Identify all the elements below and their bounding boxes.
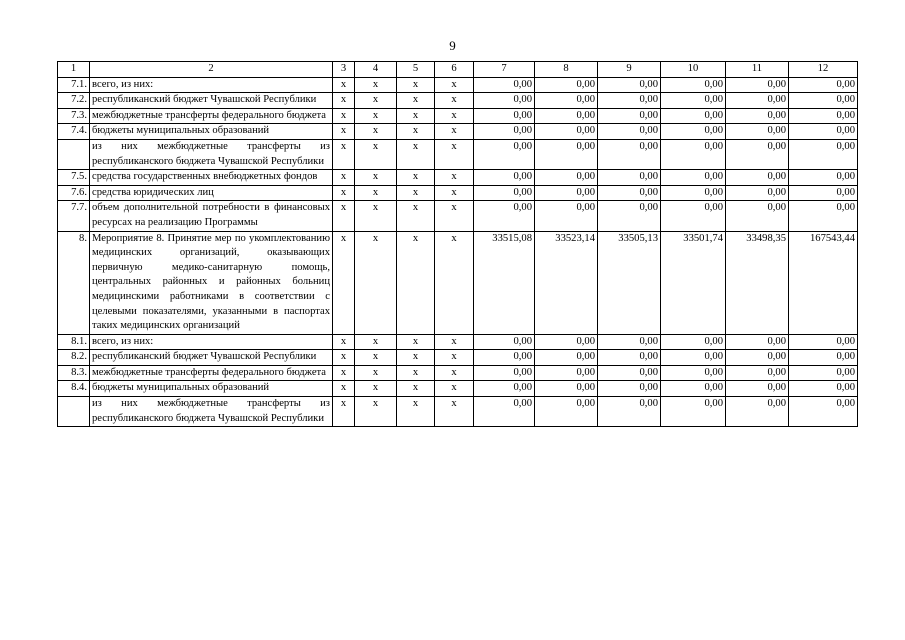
value-10: 0,00 bbox=[661, 93, 726, 109]
value-9: 0,00 bbox=[598, 124, 661, 140]
col-3: x bbox=[333, 381, 355, 397]
col-3: x bbox=[333, 365, 355, 381]
value-11: 0,00 bbox=[726, 185, 789, 201]
row-number: 7.6. bbox=[58, 185, 90, 201]
value-12: 0,00 bbox=[789, 108, 858, 124]
value-9: 0,00 bbox=[598, 93, 661, 109]
col-4: x bbox=[355, 231, 397, 334]
value-9: 0,00 bbox=[598, 170, 661, 186]
col-6: x bbox=[435, 77, 474, 93]
col-6: x bbox=[435, 185, 474, 201]
col-3: x bbox=[333, 350, 355, 366]
col-header: 12 bbox=[789, 62, 858, 78]
value-9: 0,00 bbox=[598, 334, 661, 350]
col-4: x bbox=[355, 397, 397, 427]
value-12: 0,00 bbox=[789, 334, 858, 350]
value-12: 0,00 bbox=[789, 397, 858, 427]
col-3: x bbox=[333, 231, 355, 334]
value-8: 0,00 bbox=[535, 77, 598, 93]
col-6: x bbox=[435, 201, 474, 231]
value-11: 0,00 bbox=[726, 201, 789, 231]
table-row bbox=[58, 185, 858, 201]
col-3: x bbox=[333, 77, 355, 93]
table-row bbox=[58, 381, 858, 397]
col-6: x bbox=[435, 231, 474, 334]
value-10: 0,00 bbox=[661, 397, 726, 427]
value-9: 0,00 bbox=[598, 185, 661, 201]
col-4: x bbox=[355, 139, 397, 169]
col-4: x bbox=[355, 170, 397, 186]
value-11: 0,00 bbox=[726, 365, 789, 381]
value-11: 0,00 bbox=[726, 350, 789, 366]
value-10: 0,00 bbox=[661, 170, 726, 186]
table-row bbox=[58, 108, 858, 124]
value-10: 0,00 bbox=[661, 185, 726, 201]
value-9: 0,00 bbox=[598, 365, 661, 381]
table-row bbox=[58, 170, 858, 186]
row-description: межбюджетные трансферты федерального бюджета bbox=[90, 365, 333, 381]
col-3: x bbox=[333, 185, 355, 201]
value-10: 0,00 bbox=[661, 124, 726, 140]
value-12: 0,00 bbox=[789, 124, 858, 140]
row-number: 7.4. bbox=[58, 124, 90, 140]
value-9: 0,00 bbox=[598, 201, 661, 231]
value-7: 0,00 bbox=[474, 350, 535, 366]
col-header: 10 bbox=[661, 62, 726, 78]
col-4: x bbox=[355, 350, 397, 366]
header-row bbox=[58, 62, 858, 78]
col-5: x bbox=[397, 139, 435, 169]
value-10: 0,00 bbox=[661, 108, 726, 124]
col-header: 3 bbox=[333, 62, 355, 78]
value-8: 0,00 bbox=[535, 108, 598, 124]
value-8: 0,00 bbox=[535, 170, 598, 186]
col-3: x bbox=[333, 397, 355, 427]
value-7: 0,00 bbox=[474, 124, 535, 140]
row-description: всего, из них: bbox=[90, 334, 333, 350]
value-7: 0,00 bbox=[474, 93, 535, 109]
col-5: x bbox=[397, 170, 435, 186]
row-description: межбюджетные трансферты федерального бюджета bbox=[90, 108, 333, 124]
col-5: x bbox=[397, 93, 435, 109]
value-7: 0,00 bbox=[474, 77, 535, 93]
value-12: 0,00 bbox=[789, 365, 858, 381]
col-6: x bbox=[435, 381, 474, 397]
row-number: 7.7. bbox=[58, 201, 90, 231]
value-11: 0,00 bbox=[726, 77, 789, 93]
col-4: x bbox=[355, 93, 397, 109]
value-8: 0,00 bbox=[535, 185, 598, 201]
value-9: 33505,13 bbox=[598, 231, 661, 334]
row-number: 8.1. bbox=[58, 334, 90, 350]
value-11: 0,00 bbox=[726, 124, 789, 140]
table-row bbox=[58, 93, 858, 109]
row-description: объем дополнительной потребности в финансовых ресурсах на реализацию Программы bbox=[90, 201, 333, 231]
value-8: 0,00 bbox=[535, 397, 598, 427]
col-5: x bbox=[397, 77, 435, 93]
value-8: 0,00 bbox=[535, 365, 598, 381]
value-8: 0,00 bbox=[535, 124, 598, 140]
col-6: x bbox=[435, 108, 474, 124]
value-11: 0,00 bbox=[726, 93, 789, 109]
row-description: всего, из них: bbox=[90, 77, 333, 93]
value-11: 0,00 bbox=[726, 397, 789, 427]
table-row bbox=[58, 139, 858, 169]
value-10: 0,00 bbox=[661, 201, 726, 231]
table-row bbox=[58, 77, 858, 93]
value-12: 0,00 bbox=[789, 350, 858, 366]
col-6: x bbox=[435, 170, 474, 186]
col-4: x bbox=[355, 381, 397, 397]
page-number: 9 bbox=[449, 38, 456, 53]
col-6: x bbox=[435, 93, 474, 109]
col-3: x bbox=[333, 334, 355, 350]
col-4: x bbox=[355, 334, 397, 350]
col-5: x bbox=[397, 334, 435, 350]
value-12: 0,00 bbox=[789, 170, 858, 186]
value-7: 0,00 bbox=[474, 397, 535, 427]
row-description: республиканский бюджет Чувашской Республики bbox=[90, 93, 333, 109]
row-number: 8.2. bbox=[58, 350, 90, 366]
col-6: x bbox=[435, 334, 474, 350]
col-3: x bbox=[333, 124, 355, 140]
value-11: 33498,35 bbox=[726, 231, 789, 334]
col-3: x bbox=[333, 139, 355, 169]
value-7: 0,00 bbox=[474, 334, 535, 350]
value-10: 0,00 bbox=[661, 350, 726, 366]
value-8: 0,00 bbox=[535, 381, 598, 397]
col-5: x bbox=[397, 124, 435, 140]
value-8: 0,00 bbox=[535, 93, 598, 109]
value-8: 0,00 bbox=[535, 350, 598, 366]
col-5: x bbox=[397, 350, 435, 366]
value-12: 0,00 bbox=[789, 381, 858, 397]
value-7: 0,00 bbox=[474, 185, 535, 201]
col-3: x bbox=[333, 201, 355, 231]
col-4: x bbox=[355, 185, 397, 201]
col-3: x bbox=[333, 93, 355, 109]
row-description: республиканский бюджет Чувашской Республики bbox=[90, 350, 333, 366]
value-10: 33501,74 bbox=[661, 231, 726, 334]
col-4: x bbox=[355, 108, 397, 124]
col-5: x bbox=[397, 108, 435, 124]
col-header: 7 bbox=[474, 62, 535, 78]
value-10: 0,00 bbox=[661, 77, 726, 93]
value-9: 0,00 bbox=[598, 108, 661, 124]
value-7: 0,00 bbox=[474, 201, 535, 231]
value-12: 167543,44 bbox=[789, 231, 858, 334]
col-3: x bbox=[333, 108, 355, 124]
table-row bbox=[58, 124, 858, 140]
col-header: 5 bbox=[397, 62, 435, 78]
value-9: 0,00 bbox=[598, 397, 661, 427]
col-5: x bbox=[397, 231, 435, 334]
row-number: 7.2. bbox=[58, 93, 90, 109]
col-6: x bbox=[435, 397, 474, 427]
row-number bbox=[58, 397, 90, 427]
value-9: 0,00 bbox=[598, 381, 661, 397]
row-description: средства юридических лиц bbox=[90, 185, 333, 201]
col-6: x bbox=[435, 124, 474, 140]
value-10: 0,00 bbox=[661, 334, 726, 350]
value-12: 0,00 bbox=[789, 139, 858, 169]
table-row bbox=[58, 365, 858, 381]
col-4: x bbox=[355, 77, 397, 93]
table-row bbox=[58, 350, 858, 366]
value-10: 0,00 bbox=[661, 381, 726, 397]
col-4: x bbox=[355, 201, 397, 231]
value-10: 0,00 bbox=[661, 139, 726, 169]
row-description: средства государственных внебюджетных фондов bbox=[90, 170, 333, 186]
value-12: 0,00 bbox=[789, 201, 858, 231]
row-number: 8.3. bbox=[58, 365, 90, 381]
col-5: x bbox=[397, 185, 435, 201]
value-7: 0,00 bbox=[474, 381, 535, 397]
row-number: 7.3. bbox=[58, 108, 90, 124]
value-8: 0,00 bbox=[535, 201, 598, 231]
col-3: x bbox=[333, 170, 355, 186]
col-5: x bbox=[397, 397, 435, 427]
value-9: 0,00 bbox=[598, 139, 661, 169]
value-12: 0,00 bbox=[789, 185, 858, 201]
row-description: Мероприятие 8. Принятие мер по укомплектованию медицинских организаций, оказывающих первичную медико-санитарную помощь, центральных районных и районных больниц медицинскими работниками в соответствии с целевыми показателями, указанными в паспортах таких медицинских организаций bbox=[90, 231, 333, 334]
col-header: 6 bbox=[435, 62, 474, 78]
col-6: x bbox=[435, 350, 474, 366]
col-header: 9 bbox=[598, 62, 661, 78]
col-header: 8 bbox=[535, 62, 598, 78]
row-description: бюджеты муниципальных образований bbox=[90, 381, 333, 397]
col-header: 2 bbox=[90, 62, 333, 78]
value-7: 33515,08 bbox=[474, 231, 535, 334]
col-6: x bbox=[435, 139, 474, 169]
col-header: 11 bbox=[726, 62, 789, 78]
value-9: 0,00 bbox=[598, 77, 661, 93]
col-4: x bbox=[355, 365, 397, 381]
table-row bbox=[58, 231, 858, 334]
row-number: 8.4. bbox=[58, 381, 90, 397]
value-8: 0,00 bbox=[535, 334, 598, 350]
row-description: из них межбюджетные трансферты из республиканского бюджета Чувашской Республики bbox=[90, 139, 333, 169]
value-8: 33523,14 bbox=[535, 231, 598, 334]
col-4: x bbox=[355, 124, 397, 140]
value-12: 0,00 bbox=[789, 93, 858, 109]
col-5: x bbox=[397, 365, 435, 381]
budget-table bbox=[57, 61, 858, 427]
value-11: 0,00 bbox=[726, 139, 789, 169]
table-row bbox=[58, 334, 858, 350]
col-5: x bbox=[397, 201, 435, 231]
value-9: 0,00 bbox=[598, 350, 661, 366]
table-row bbox=[58, 201, 858, 231]
col-header: 4 bbox=[355, 62, 397, 78]
value-11: 0,00 bbox=[726, 381, 789, 397]
col-header: 1 bbox=[58, 62, 90, 78]
value-11: 0,00 bbox=[726, 108, 789, 124]
value-7: 0,00 bbox=[474, 365, 535, 381]
row-description: бюджеты муниципальных образований bbox=[90, 124, 333, 140]
col-6: x bbox=[435, 365, 474, 381]
value-7: 0,00 bbox=[474, 108, 535, 124]
col-5: x bbox=[397, 381, 435, 397]
table-row bbox=[58, 397, 858, 427]
row-number: 7.5. bbox=[58, 170, 90, 186]
row-number: 8. bbox=[58, 231, 90, 334]
value-7: 0,00 bbox=[474, 139, 535, 169]
value-12: 0,00 bbox=[789, 77, 858, 93]
value-7: 0,00 bbox=[474, 170, 535, 186]
row-number: 7.1. bbox=[58, 77, 90, 93]
value-8: 0,00 bbox=[535, 139, 598, 169]
row-number bbox=[58, 139, 90, 169]
value-10: 0,00 bbox=[661, 365, 726, 381]
row-description: из них межбюджетные трансферты из республиканского бюджета Чувашской Республики bbox=[90, 397, 333, 427]
value-11: 0,00 bbox=[726, 170, 789, 186]
value-11: 0,00 bbox=[726, 334, 789, 350]
